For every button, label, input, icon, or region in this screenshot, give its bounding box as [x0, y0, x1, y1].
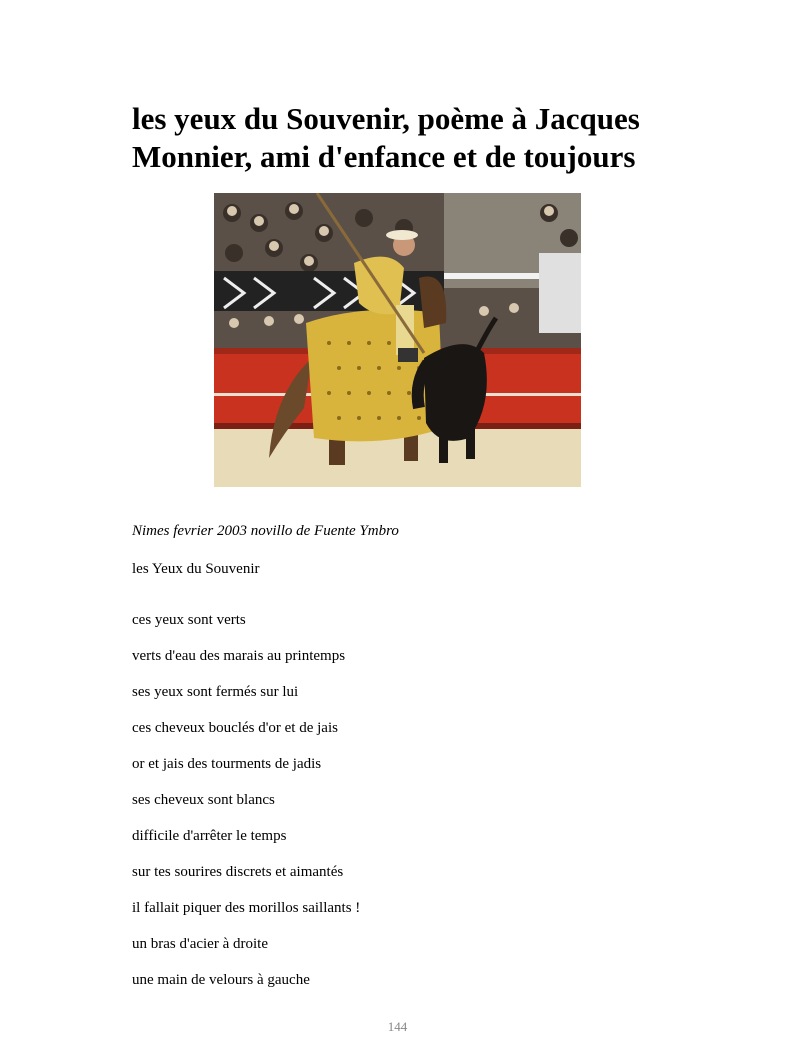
page-title: les yeux du Souvenir, poème à Jacques Monnier, ami d'enfance et de toujours — [132, 101, 640, 174]
poem-line: une main de velours à gauche — [132, 972, 310, 988]
bullfight-photo — [214, 193, 581, 487]
poem-line: ces cheveux bouclés d'or et de jais — [132, 720, 338, 736]
photo-caption: Nimes fevrier 2003 novillo de Fuente Ymbro — [132, 523, 399, 539]
poem-line: ses cheveux sont blancs — [132, 792, 275, 808]
poem-line: ses yeux sont fermés sur lui — [132, 684, 299, 700]
poem-line: difficile d'arrêter le temps — [132, 828, 287, 844]
poem-line: sur tes sourires discrets et aimantés — [132, 864, 344, 880]
poem-line: or et jais des tourments de jadis — [132, 756, 322, 772]
poem-line: verts d'eau des marais au printemps — [132, 648, 346, 664]
poem-line: un bras d'acier à droite — [132, 936, 268, 952]
poem-title: les Yeux du Souvenir — [132, 561, 260, 577]
page-number: 144 — [387, 1019, 408, 1034]
poem-lines — [132, 611, 360, 1007]
poem-line: il fallait piquer des morillos saillants ! — [132, 900, 361, 916]
poem-line: ces yeux sont verts — [132, 612, 246, 628]
